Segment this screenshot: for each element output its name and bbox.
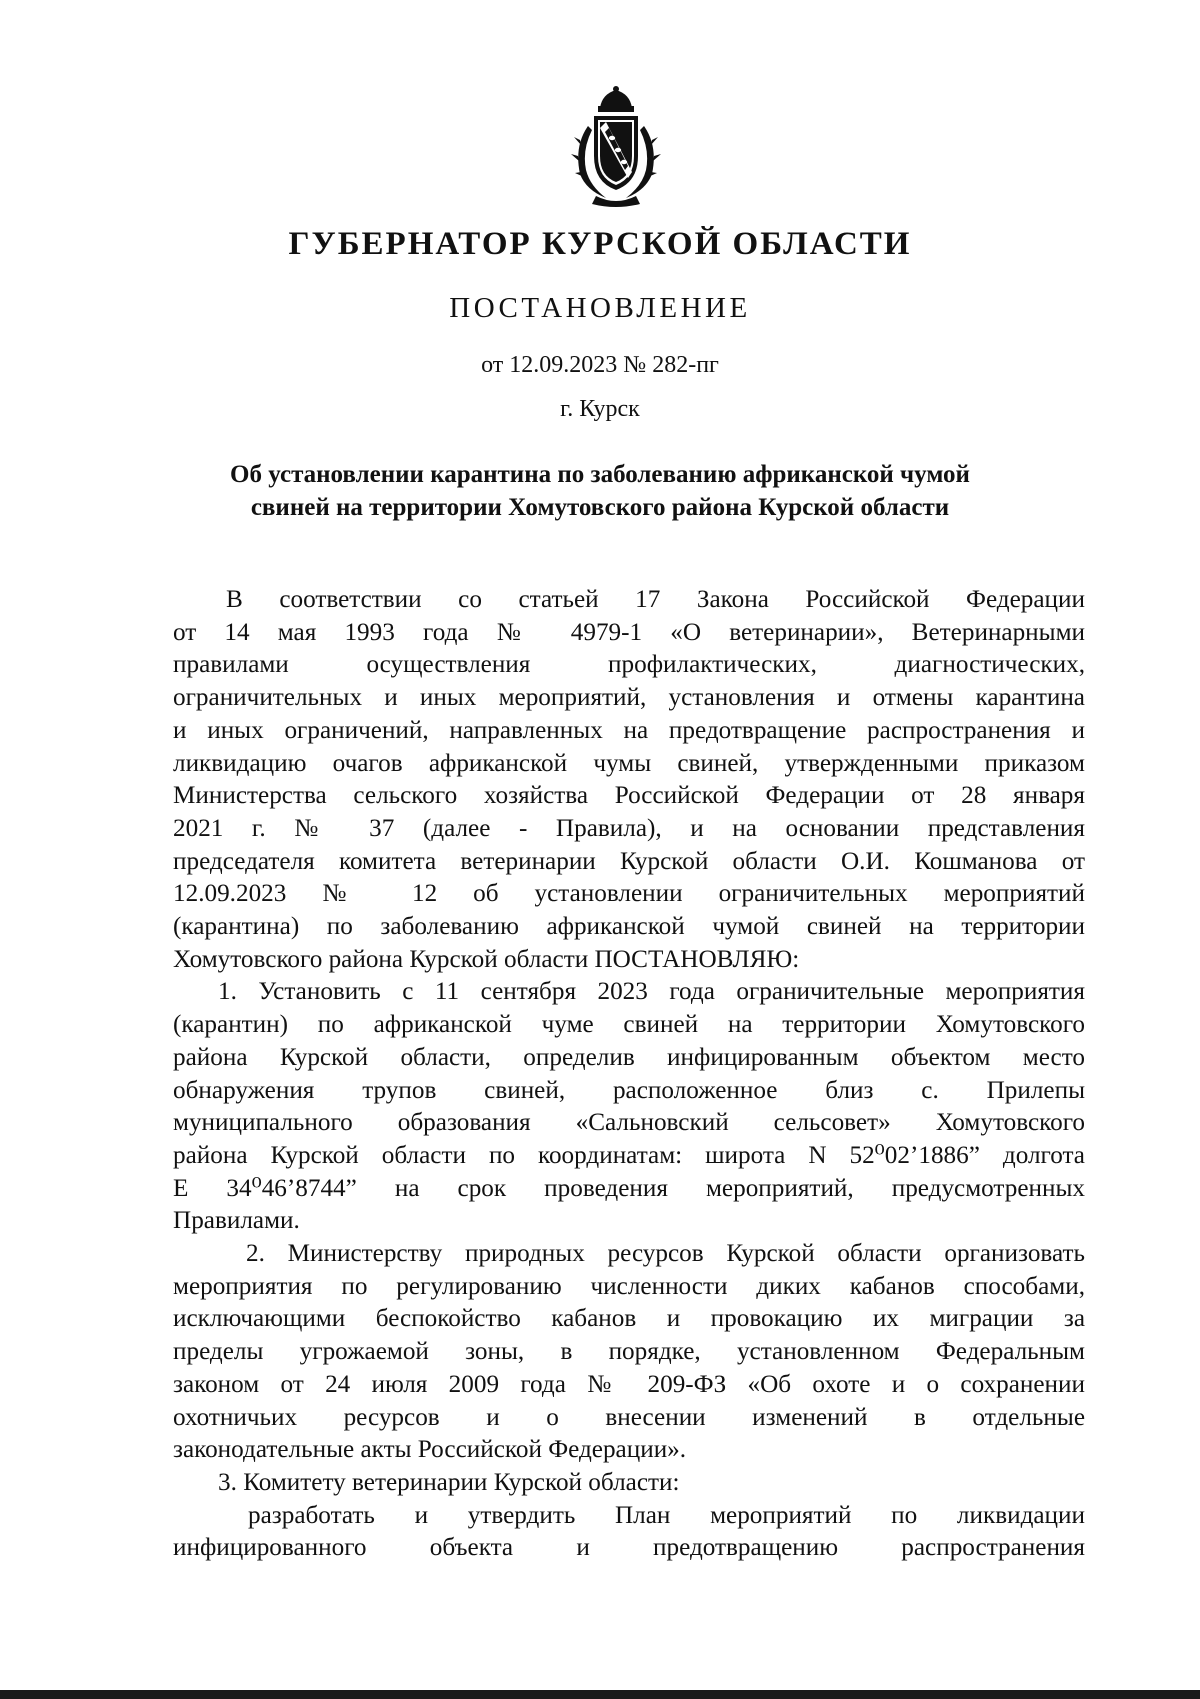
item-2-paragraph	[173, 1238, 1085, 1467]
document-type: ПОСТАНОВЛЕНИЕ	[449, 292, 751, 324]
issuing-authority: ГУБЕРНАТОР КУРСКОЙ ОБЛАСТИ	[288, 226, 912, 262]
text-line: правилами осуществления профилактических, диагностических,	[173, 651, 1085, 679]
subject-line: Об установлении карантина по заболеванию африканской чумой	[230, 461, 970, 488]
document-date-number: от 12.09.2023 № 282-пг	[481, 352, 719, 378]
text-line: ограничительных и иных мероприятий, установления и отмены карантина	[173, 684, 1085, 712]
preamble-paragraph	[173, 584, 1085, 976]
text-line: Министерства сельского хозяйства Российской Федерации от 28 января	[173, 782, 1085, 810]
text-line: от 14 мая 1993 года № 4979-1 «О ветеринарии», Ветеринарными	[173, 618, 1085, 646]
text-line: инфицированного объекта и предотвращению распространения	[173, 1534, 1085, 1562]
text-line: 2. Министерству природных ресурсов Курской области организовать	[246, 1240, 1085, 1268]
text-line: разработать и утвердить План мероприятий по ликвидации	[248, 1501, 1085, 1529]
text-line: председателя комитета ветеринарии Курской области О.И. Кошманова от	[173, 847, 1085, 875]
text-line: E 34⁰46’8744” на срок проведения мероприятий, предусмотренных	[173, 1174, 1085, 1202]
text-line: мероприятия по регулированию численности диких кабанов способами,	[173, 1272, 1085, 1300]
text-line: пределы угрожаемой зоны, в порядке, установленном Федеральным	[173, 1338, 1085, 1366]
subject-line: свиней на территории Хомутовского района Курской области	[250, 494, 950, 521]
text-line: Правилами.	[173, 1207, 300, 1235]
page-bottom-edge	[0, 1690, 1200, 1699]
document-subject	[180, 458, 1020, 524]
text-line: охотничьих ресурсов и о внесении изменений в отдельные	[173, 1403, 1085, 1431]
text-line: и иных ограничений, направленных на предотвращение распространения и	[173, 716, 1085, 744]
text-line: района Курской области по координатам: широта N 52⁰02’1886” долгота	[173, 1141, 1085, 1169]
text-line: (карантин) по африканской чуме свиней на территории Хомутовского	[173, 1011, 1085, 1039]
text-line: (карантина) по заболеванию африканской чумой свиней на территории	[173, 913, 1085, 941]
item-3-subparagraph	[173, 1500, 1085, 1565]
text-line: 2021 г. № 37 (далее - Правила), и на основании представления	[173, 814, 1085, 842]
text-line: исключающими беспокойство кабанов и провокацию их миграции за	[173, 1305, 1085, 1333]
item-1-paragraph	[173, 976, 1085, 1238]
text-line: района Курской области, определив инфицированным объектом место	[173, 1043, 1085, 1071]
text-line: 3. Комитету ветеринарии Курской области:	[218, 1468, 680, 1496]
text-line: обнаружения трупов свиней, расположенное близ с. Прилепы	[173, 1076, 1085, 1104]
coat-of-arms-icon	[566, 86, 666, 208]
text-line: 1. Установить с 11 сентября 2023 года ограничительные мероприятия	[218, 978, 1085, 1006]
item-3-paragraph	[173, 1467, 1085, 1500]
text-line: ликвидацию очагов африканской чумы свиней, утвержденными приказом	[173, 749, 1085, 777]
text-line: В соответствии со статьей 17 Закона Российской Федерации	[226, 586, 1085, 613]
text-line: законом от 24 июля 2009 года № 209-ФЗ «Об охоте и о сохранении	[173, 1370, 1085, 1398]
text-line: законодательные акты Российской Федерации».	[173, 1436, 687, 1464]
document-body	[173, 584, 1085, 1565]
text-line: Хомутовского района Курской области ПОСТАНОВЛЯЮ:	[173, 945, 800, 973]
document-place: г. Курск	[560, 396, 640, 422]
text-line: 12.09.2023 № 12 об установлении ограничительных мероприятий	[173, 880, 1085, 908]
text-line: муниципального образования «Сальновский сельсовет» Хомутовского	[173, 1109, 1085, 1137]
